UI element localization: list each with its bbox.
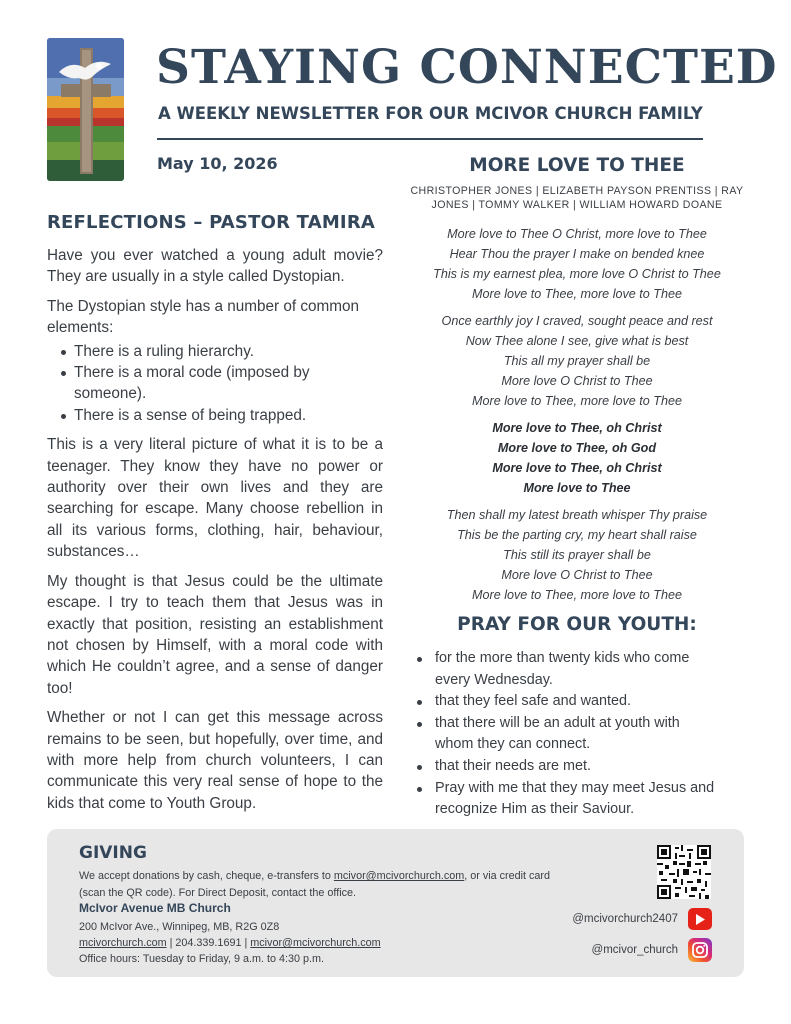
reflections-heading: REFLECTIONS – PASTOR TAMIRA [47,212,376,233]
qr-code-icon[interactable] [657,845,711,899]
instagram-handle: @mcivor_church [591,944,678,956]
reflections-section [47,212,383,814]
lyric-line: Then shall my latest breath whisper Thy praise [446,508,708,522]
list-item: Pray with me that they may meet Jesus and recognize Him as their Saviour. [415,778,750,821]
lyric-line: More love O Christ to Thee [501,568,653,582]
church-contact-line [79,935,381,951]
lyric-line: More love to Thee O Christ, more love to Thee [447,227,707,241]
reflections-paragraph: Whether or not I can get this message across remains to be seen, but hopefully, over time, and with more help from church volunteers, I can communicate this very real sense of hope to the kids that come to Youth Group. [47,709,383,812]
lyric-line: Now Thee alone I see, give what is best [465,334,689,348]
church-name: McIvor Avenue MB Church [79,901,231,915]
list-item: that they feel safe and wanted. [415,691,755,713]
lyric-line: More love to Thee, oh Christ [492,421,662,435]
lyric-line: More love to Thee, more love to Thee [472,394,682,408]
issue-date: May 10, 2026 [157,154,278,173]
dystopian-elements-list [47,341,383,427]
lyric-line: Hear Thou the prayer I make on bended knee [449,247,705,261]
instagram-link[interactable] [592,938,712,962]
donation-email-link[interactable]: mcivor@mcivorchurch.com [333,870,465,882]
lyric-line: More love to Thee, more love to Thee [472,588,682,602]
reflections-paragraph: My thought is that Jesus could be the ultimate escape. I try to teach them that Jesus was in exactly that position, resisting an establishment not chosen by Himself, with a moral code with which He couldn’t agree, and a sense of danger too! [47,572,383,697]
lyric-line: More love to Thee [523,481,631,495]
separator: | [241,937,251,949]
hymn-verse [406,505,748,605]
lyric-line: More love to Thee, more love to Thee [472,287,682,301]
hymn-chorus [406,418,748,498]
list-item: There is a moral code (imposed by someone). [47,362,312,405]
church-address: 200 McIvor Ave., Winnipeg, MB, R2G 0Z8 [79,921,280,933]
contact-email-link[interactable]: mcivor@mcivorchurch.com [250,937,381,949]
hymn-credits: CHRISTOPHER JONES | ELIZABETH PAYSON PRENTISS | RAY JONES | TOMMY WALKER | WILLIAM HOWARD DOANE [410,185,744,211]
giving-description [79,868,569,902]
list-item: There is a sense of being trapped. [47,405,383,426]
list-item: There is a ruling hierarchy. [47,341,383,362]
list-item: for the more than twenty kids who come every Wednesday. [415,648,715,691]
church-contact [79,919,381,967]
instagram-icon[interactable] [688,938,712,962]
reflections-paragraph: The Dystopian style has a number of common elements: [47,297,360,337]
youtube-handle: @mcivorchurch2407 [572,913,678,925]
list-item: that their needs are met. [415,756,755,778]
giving-panel [47,829,744,977]
hymn-section [406,155,748,605]
prayer-list [415,648,755,821]
lyric-line: This is my earnest plea, more love O Christ to Thee [433,267,721,281]
lyric-line: Once earthly joy I craved, sought peace and rest [441,314,713,328]
giving-text: , or via credit card (scan the QR code). For Direct Deposit, contact the office. [79,870,551,899]
list-item: that there will be an adult at youth with whom they can connect. [415,713,715,756]
lyric-line: More love O Christ to Thee [501,374,653,388]
phone-number: 204.339.1691 [175,937,242,949]
website-link[interactable]: mcivorchurch.com [79,937,167,949]
stained-glass-cross-dove-icon [47,38,124,181]
office-hours: Office hours: Tuesday to Friday, 9 a.m. to 4:30 p.m. [79,953,325,965]
lyric-line: More love to Thee, oh God [497,441,657,455]
youtube-icon[interactable] [688,908,712,930]
hymn-title: MORE LOVE TO THEE [469,155,685,176]
newsletter-title: STAYING CONNECTED [156,40,778,95]
lyric-line: This still its prayer shall be [503,548,651,562]
giving-text: We accept donations by cash, cheque, e-transfers to [79,870,334,882]
masthead-divider [157,138,703,140]
reflections-paragraph: Have you ever watched a young adult movie? They are usually in a style called Dystopian. [47,247,383,286]
youtube-link[interactable] [572,908,712,930]
reflections-paragraph: This is a very literal picture of what it is to be a teenager. They know they have no power or authority over their own lives and they are searching for escape. Many choose rebellion in all its various forms, clothing, hair, behaviour, substances… [47,436,383,561]
separator: | [166,937,176,949]
giving-heading: GIVING [79,843,147,863]
newsletter-subtitle: A WEEKLY NEWSLETTER FOR OUR MCIVOR CHURCH FAMILY [158,104,703,123]
lyric-line: More love to Thee, oh Christ [492,461,662,475]
lyric-line: This all my prayer shall be [503,354,651,368]
pray-heading: PRAY FOR OUR YOUTH: [457,614,697,635]
lyric-line: This be the parting cry, my heart shall raise [457,528,697,542]
hymn-verse [406,224,748,304]
hymn-verse [406,311,748,411]
